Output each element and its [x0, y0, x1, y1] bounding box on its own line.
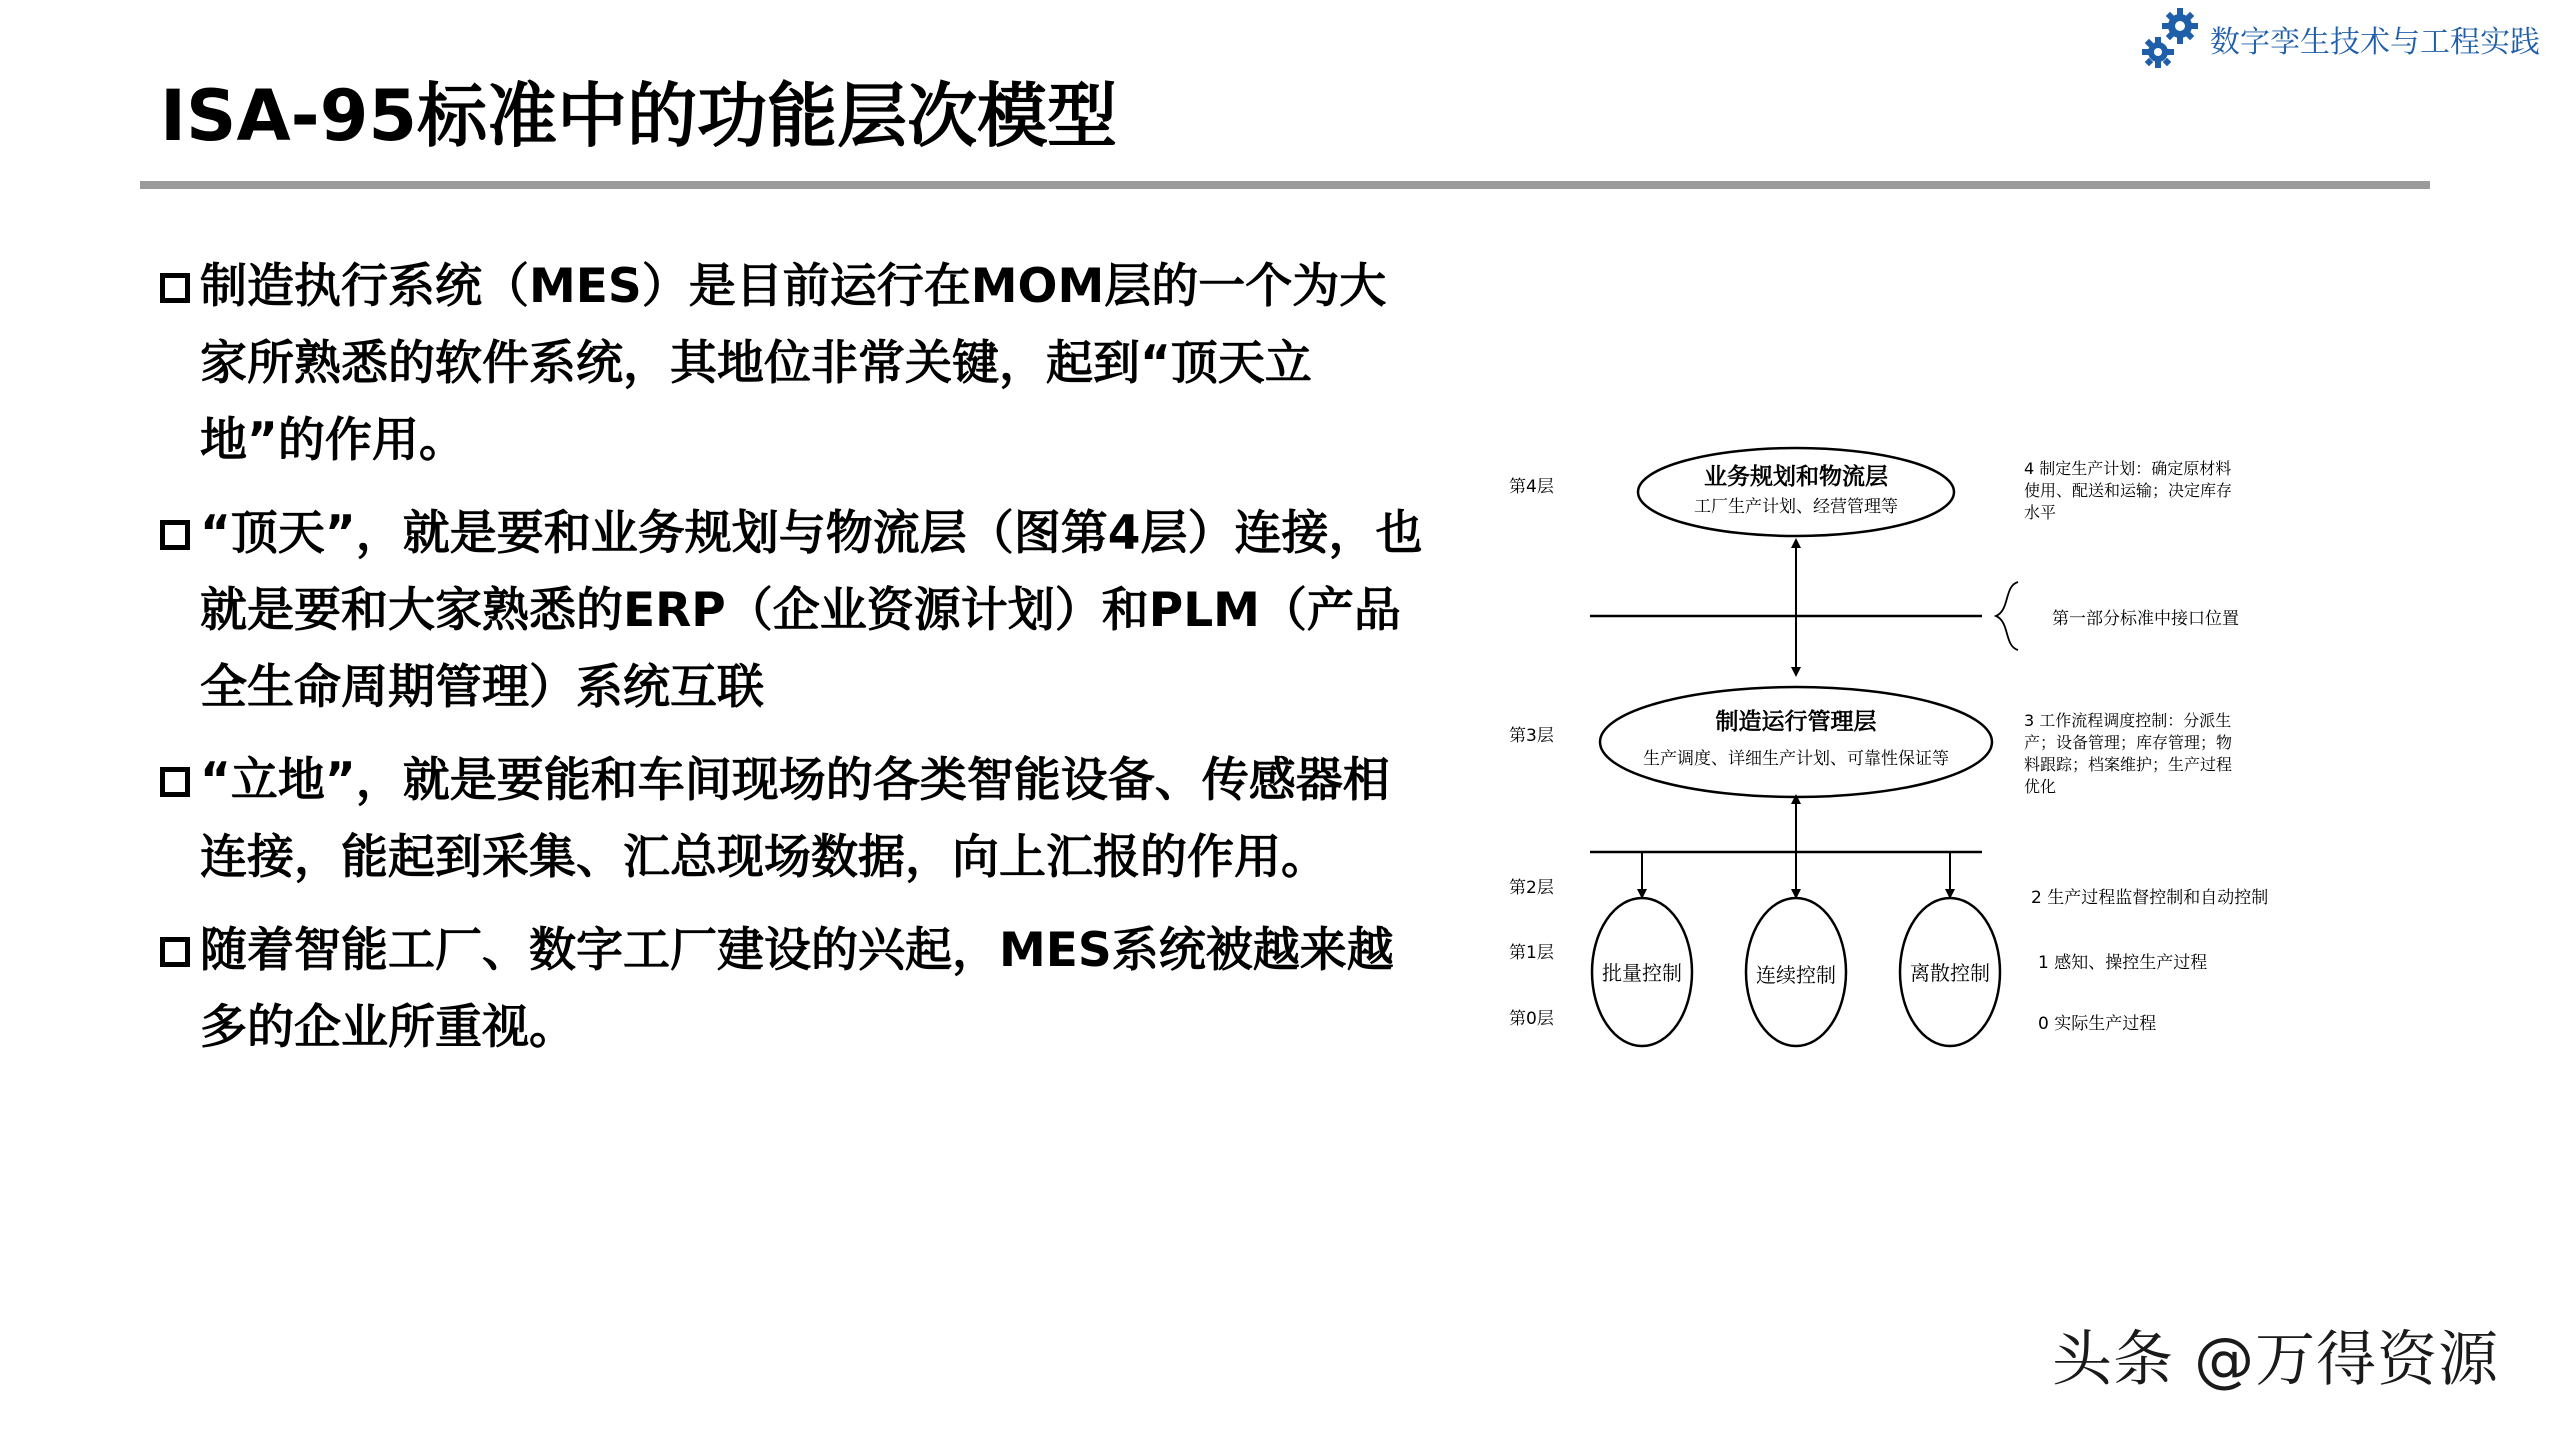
- bullet-item-lidi: [160, 742, 1430, 896]
- mid-node-subtitle: 生产调度、详细生产计划、可靠性保证等: [1643, 749, 1949, 769]
- bullet-list: [160, 248, 1430, 1082]
- bullet-item-mes: [160, 248, 1430, 479]
- brand-text: 数字孪生技术与工程实践: [2210, 25, 2540, 60]
- page-title: ISA-95标准中的功能层次模型: [160, 75, 1118, 157]
- level-label-1: 第1层: [1509, 943, 1554, 963]
- title-divider: [140, 181, 2430, 189]
- gear-icon: [2140, 6, 2202, 72]
- desc-level-4-line: 水平: [2024, 503, 2057, 522]
- level-label-2: 第2层: [1509, 878, 1554, 898]
- desc-level-3: [2024, 711, 2237, 796]
- level-label-4: 第4层: [1509, 477, 1554, 497]
- bullet-item-dingtian: [160, 495, 1430, 726]
- bullet-text: 制造执行系统（MES）是目前运行在MOM层的一个为大家所熟悉的软件系统，其地位非常关键，起到“顶天立地”的作用。: [200, 259, 1387, 468]
- desc-level-1: 1 感知、操控生产过程: [2038, 953, 2208, 973]
- desc-level-0: 0 实际生产过程: [2038, 1014, 2157, 1034]
- level-label-0: 第0层: [1509, 1009, 1554, 1029]
- interface-brace: [1996, 582, 2018, 650]
- desc-level-3-line: 优化: [2024, 777, 2057, 796]
- watermark: 头条 @万得资源: [2052, 1325, 2500, 1395]
- square-bullet-icon: [160, 520, 190, 550]
- bullet-text: “顶天”，就是要和业务规划与物流层（图第4层）连接，也就是要和大家熟悉的ERP（企业资源计划）和PLM（产品全生命周期管理）系统互联: [200, 506, 1423, 715]
- isa95-diagram: [1480, 420, 2320, 1060]
- bullet-item-trend: [160, 912, 1430, 1066]
- interface-note: 第一部分标准中接口位置: [2052, 609, 2239, 629]
- desc-level-2: 2 生产过程监督控制和自动控制: [2031, 888, 2269, 908]
- desc-level-4: [2024, 459, 2237, 522]
- top-node-subtitle: 工厂生产计划、经营管理等: [1694, 497, 1898, 517]
- brand: [2140, 6, 2540, 72]
- mid-node-shape: [1600, 687, 1992, 797]
- desc-level-3-line: 料跟踪；档案维护；生产过程: [2024, 755, 2233, 774]
- desc-level-3-line: 产；设备管理；库存管理；物: [2024, 733, 2233, 752]
- top-node-shape: [1638, 448, 1954, 536]
- bullet-text: “立地”，就是要能和车间现场的各类智能设备、传感器相连接，能起到采集、汇总现场数据，向上汇报的作用。: [200, 753, 1390, 885]
- desc-level-3-line: 3 工作流程调度控制：分派生: [2024, 711, 2232, 730]
- square-bullet-icon: [160, 937, 190, 967]
- bullet-text: 随着智能工厂、数字工厂建设的兴起，MES系统被越来越多的企业所重视。: [200, 923, 1394, 1055]
- square-bullet-icon: [160, 767, 190, 797]
- square-bullet-icon: [160, 273, 190, 303]
- batch-control-label: 批量控制: [1602, 961, 1682, 985]
- continuous-control-label: 连续控制: [1756, 963, 1836, 987]
- desc-level-4-line: 使用、配送和运输；决定库存: [2024, 481, 2233, 500]
- mid-node-title: 制造运行管理层: [1715, 709, 1877, 735]
- level-label-3: 第3层: [1509, 726, 1554, 746]
- desc-level-4-line: 4 制定生产计划：确定原材料: [2024, 459, 2232, 478]
- top-node-title: 业务规划和物流层: [1704, 464, 1888, 490]
- discrete-control-label: 离散控制: [1910, 961, 1990, 985]
